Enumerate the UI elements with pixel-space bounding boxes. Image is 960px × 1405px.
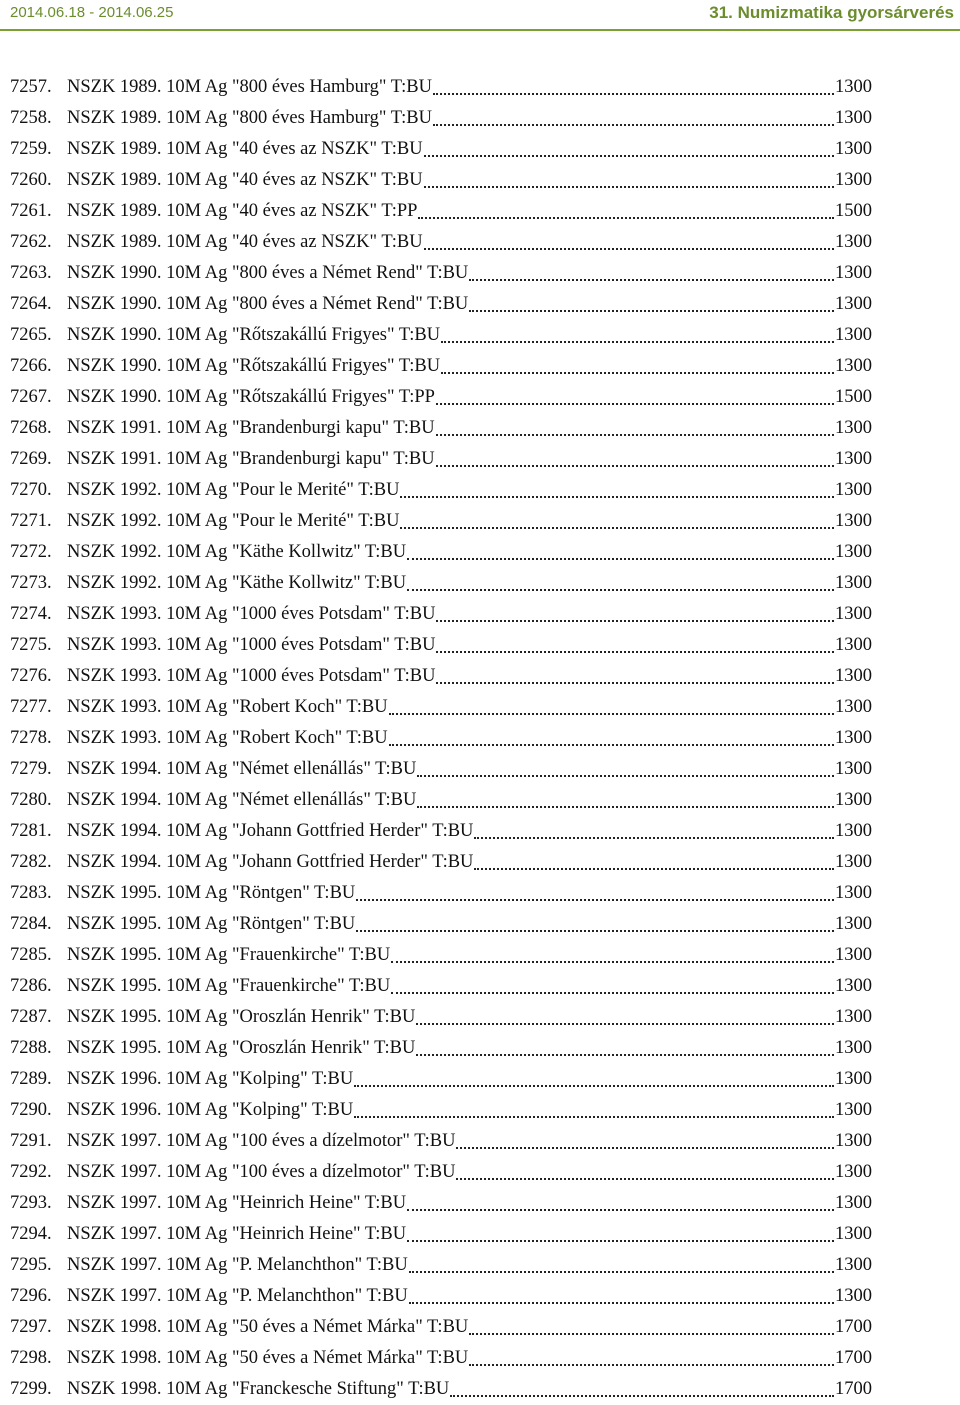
lot-description: NSZK 1994. 10M Ag "Johann Gottfried Herder" T:BU bbox=[67, 821, 474, 841]
lot-description: NSZK 1997. 10M Ag "Heinrich Heine" T:BU bbox=[67, 1224, 407, 1244]
lot-number: 7268. bbox=[10, 418, 52, 438]
lot-description: NSZK 1989. 10M Ag "40 éves az NSZK" T:BU bbox=[67, 170, 423, 190]
lot-number: 7287. bbox=[10, 1007, 52, 1027]
lot-starting-price: 1300 bbox=[835, 1224, 872, 1244]
lot-description: NSZK 1992. 10M Ag "Pour le Merité" T:BU bbox=[67, 480, 400, 500]
lot-starting-price: 1300 bbox=[835, 728, 872, 748]
lot-starting-price: 1300 bbox=[835, 139, 872, 159]
lot-starting-price: 1700 bbox=[835, 1317, 872, 1337]
dot-leader bbox=[400, 527, 834, 529]
lot-row bbox=[10, 537, 872, 568]
dot-leader bbox=[389, 713, 834, 715]
lot-starting-price: 1300 bbox=[835, 759, 872, 779]
dot-leader bbox=[409, 1271, 834, 1273]
lot-description: NSZK 1990. 10M Ag "800 éves a Német Rend" T:BU bbox=[67, 263, 469, 283]
dot-leader bbox=[356, 899, 834, 901]
lot-description: NSZK 1994. 10M Ag "Johann Gottfried Herder" T:BU bbox=[67, 852, 474, 872]
lot-starting-price: 1300 bbox=[835, 976, 872, 996]
lot-description: NSZK 1995. 10M Ag "Röntgen" T:BU bbox=[67, 883, 356, 903]
dot-leader bbox=[400, 496, 834, 498]
dot-leader bbox=[407, 558, 834, 560]
lot-description: NSZK 1997. 10M Ag "P. Melanchthon" T:BU bbox=[67, 1255, 408, 1275]
lot-description: NSZK 1994. 10M Ag "Német ellenállás" T:BU bbox=[67, 790, 417, 810]
lot-starting-price: 1300 bbox=[835, 883, 872, 903]
lot-starting-price: 1300 bbox=[835, 945, 872, 965]
lot-description: NSZK 1992. 10M Ag "Pour le Merité" T:BU bbox=[67, 511, 400, 531]
lot-list bbox=[10, 72, 872, 1405]
lot-starting-price: 1300 bbox=[835, 852, 872, 872]
lot-starting-price: 1300 bbox=[835, 573, 872, 593]
lot-number: 7293. bbox=[10, 1193, 52, 1213]
lot-starting-price: 1300 bbox=[835, 1100, 872, 1120]
lot-number: 7273. bbox=[10, 573, 52, 593]
dot-leader bbox=[436, 465, 834, 467]
lot-row bbox=[10, 289, 872, 320]
dot-leader bbox=[441, 372, 834, 374]
lot-number: 7270. bbox=[10, 480, 52, 500]
dot-leader bbox=[417, 775, 834, 777]
lot-description: NSZK 1993. 10M Ag "1000 éves Potsdam" T:BU bbox=[67, 666, 436, 686]
lot-row bbox=[10, 382, 872, 413]
lot-starting-price: 1300 bbox=[835, 170, 872, 190]
dot-leader bbox=[391, 961, 834, 963]
lot-row bbox=[10, 1312, 872, 1343]
lot-starting-price: 1300 bbox=[835, 325, 872, 345]
lot-description: NSZK 1991. 10M Ag "Brandenburgi kapu" T:BU bbox=[67, 418, 435, 438]
dot-leader bbox=[456, 1147, 834, 1149]
dot-leader bbox=[424, 248, 834, 250]
lot-description: NSZK 1990. 10M Ag "800 éves a Német Rend" T:BU bbox=[67, 294, 469, 314]
lot-number: 7289. bbox=[10, 1069, 52, 1089]
lot-description: NSZK 1997. 10M Ag "P. Melanchthon" T:BU bbox=[67, 1286, 408, 1306]
lot-row bbox=[10, 475, 872, 506]
lot-row bbox=[10, 723, 872, 754]
dot-leader bbox=[436, 403, 834, 405]
lot-number: 7261. bbox=[10, 201, 52, 221]
lot-row bbox=[10, 847, 872, 878]
lot-number: 7266. bbox=[10, 356, 52, 376]
lot-description: NSZK 1991. 10M Ag "Brandenburgi kapu" T:BU bbox=[67, 449, 435, 469]
lot-description: NSZK 1993. 10M Ag "Robert Koch" T:BU bbox=[67, 728, 388, 748]
dot-leader bbox=[474, 837, 834, 839]
dot-leader bbox=[354, 1085, 834, 1087]
dot-leader bbox=[407, 589, 834, 591]
dot-leader bbox=[436, 682, 834, 684]
lot-row bbox=[10, 72, 872, 103]
lot-row bbox=[10, 971, 872, 1002]
dot-leader bbox=[469, 279, 834, 281]
lot-number: 7260. bbox=[10, 170, 52, 190]
dot-leader bbox=[469, 310, 834, 312]
dot-leader bbox=[469, 1333, 834, 1335]
lot-row bbox=[10, 661, 872, 692]
dot-leader bbox=[417, 806, 834, 808]
lot-starting-price: 1300 bbox=[835, 1069, 872, 1089]
lot-number: 7263. bbox=[10, 263, 52, 283]
lot-description: NSZK 1994. 10M Ag "Német ellenállás" T:BU bbox=[67, 759, 417, 779]
lot-starting-price: 1300 bbox=[835, 232, 872, 252]
lot-row bbox=[10, 413, 872, 444]
lot-description: NSZK 1990. 10M Ag "Rőtszakállú Frigyes" T:BU bbox=[67, 356, 441, 376]
lot-starting-price: 1300 bbox=[835, 1162, 872, 1182]
lot-description: NSZK 1995. 10M Ag "Oroszlán Henrik" T:BU bbox=[67, 1038, 416, 1058]
lot-description: NSZK 1996. 10M Ag "Kolping" T:BU bbox=[67, 1069, 354, 1089]
lot-description: NSZK 1998. 10M Ag "50 éves a Német Márka" T:BU bbox=[67, 1317, 469, 1337]
lot-starting-price: 1300 bbox=[835, 1038, 872, 1058]
dot-leader bbox=[416, 1054, 834, 1056]
lot-row bbox=[10, 1157, 872, 1188]
lot-description: NSZK 1992. 10M Ag "Käthe Kollwitz" T:BU bbox=[67, 542, 407, 562]
lot-number: 7280. bbox=[10, 790, 52, 810]
lot-description: NSZK 1993. 10M Ag "Robert Koch" T:BU bbox=[67, 697, 388, 717]
dot-leader bbox=[450, 1395, 834, 1397]
lot-row bbox=[10, 1126, 872, 1157]
dot-leader bbox=[456, 1178, 834, 1180]
lot-starting-price: 1300 bbox=[835, 666, 872, 686]
lot-number: 7269. bbox=[10, 449, 52, 469]
lot-description: NSZK 1989. 10M Ag "800 éves Hamburg" T:BU bbox=[67, 108, 432, 128]
lot-row bbox=[10, 878, 872, 909]
lot-number: 7272. bbox=[10, 542, 52, 562]
dot-leader bbox=[424, 186, 834, 188]
dot-leader bbox=[389, 744, 834, 746]
dot-leader bbox=[407, 1240, 834, 1242]
header-divider bbox=[0, 29, 960, 31]
lot-number: 7281. bbox=[10, 821, 52, 841]
dot-leader bbox=[354, 1116, 834, 1118]
lot-description: NSZK 1990. 10M Ag "Rőtszakállú Frigyes" T:PP bbox=[67, 387, 435, 407]
lot-number: 7299. bbox=[10, 1379, 52, 1399]
lot-description: NSZK 1998. 10M Ag "Franckesche Stiftung" T:BU bbox=[67, 1379, 450, 1399]
dot-leader bbox=[433, 93, 834, 95]
lot-row bbox=[10, 227, 872, 258]
dot-leader bbox=[469, 1364, 834, 1366]
lot-starting-price: 1300 bbox=[835, 356, 872, 376]
lot-number: 7298. bbox=[10, 1348, 52, 1368]
lot-row bbox=[10, 1281, 872, 1312]
lot-number: 7267. bbox=[10, 387, 52, 407]
lot-starting-price: 1300 bbox=[835, 914, 872, 934]
lot-number: 7294. bbox=[10, 1224, 52, 1244]
lot-number: 7258. bbox=[10, 108, 52, 128]
lot-description: NSZK 1997. 10M Ag "100 éves a dízelmotor" T:BU bbox=[67, 1131, 456, 1151]
lot-starting-price: 1300 bbox=[835, 511, 872, 531]
lot-number: 7295. bbox=[10, 1255, 52, 1275]
lot-number: 7277. bbox=[10, 697, 52, 717]
lot-starting-price: 1700 bbox=[835, 1379, 872, 1399]
lot-starting-price: 1700 bbox=[835, 1348, 872, 1368]
lot-row bbox=[10, 754, 872, 785]
lot-starting-price: 1300 bbox=[835, 821, 872, 841]
lot-number: 7282. bbox=[10, 852, 52, 872]
lot-starting-price: 1300 bbox=[835, 635, 872, 655]
lot-description: NSZK 1998. 10M Ag "50 éves a Német Márka" T:BU bbox=[67, 1348, 469, 1368]
lot-description: NSZK 1990. 10M Ag "Rőtszakállú Frigyes" T:BU bbox=[67, 325, 441, 345]
lot-row bbox=[10, 909, 872, 940]
lot-row bbox=[10, 1343, 872, 1374]
lot-description: NSZK 1997. 10M Ag "Heinrich Heine" T:BU bbox=[67, 1193, 407, 1213]
lot-number: 7288. bbox=[10, 1038, 52, 1058]
lot-row bbox=[10, 1188, 872, 1219]
dot-leader bbox=[409, 1302, 834, 1304]
lot-row bbox=[10, 1033, 872, 1064]
lot-starting-price: 1300 bbox=[835, 418, 872, 438]
lot-starting-price: 1300 bbox=[835, 263, 872, 283]
lot-starting-price: 1500 bbox=[835, 387, 872, 407]
lot-starting-price: 1300 bbox=[835, 108, 872, 128]
lot-starting-price: 1300 bbox=[835, 604, 872, 624]
page-header bbox=[0, 0, 960, 30]
lot-number: 7297. bbox=[10, 1317, 52, 1337]
lot-row bbox=[10, 1002, 872, 1033]
dot-leader bbox=[356, 930, 834, 932]
dot-leader bbox=[436, 434, 834, 436]
lot-row bbox=[10, 1064, 872, 1095]
lot-starting-price: 1300 bbox=[835, 449, 872, 469]
lot-starting-price: 1300 bbox=[835, 1131, 872, 1151]
lot-starting-price: 1300 bbox=[835, 480, 872, 500]
lot-row bbox=[10, 1095, 872, 1126]
lot-starting-price: 1300 bbox=[835, 790, 872, 810]
lot-number: 7259. bbox=[10, 139, 52, 159]
lot-description: NSZK 1989. 10M Ag "40 éves az NSZK" T:BU bbox=[67, 232, 423, 252]
lot-number: 7292. bbox=[10, 1162, 52, 1182]
lot-number: 7284. bbox=[10, 914, 52, 934]
lot-row bbox=[10, 816, 872, 847]
lot-description: NSZK 1995. 10M Ag "Frauenkirche" T:BU bbox=[67, 945, 391, 965]
lot-row bbox=[10, 444, 872, 475]
lot-description: NSZK 1989. 10M Ag "40 éves az NSZK" T:PP bbox=[67, 201, 418, 221]
lot-description: NSZK 1993. 10M Ag "1000 éves Potsdam" T:BU bbox=[67, 635, 436, 655]
lot-starting-price: 1300 bbox=[835, 697, 872, 717]
dot-leader bbox=[433, 124, 834, 126]
lot-row bbox=[10, 785, 872, 816]
lot-description: NSZK 1997. 10M Ag "100 éves a dízelmotor" T:BU bbox=[67, 1162, 456, 1182]
lot-number: 7264. bbox=[10, 294, 52, 314]
lot-row bbox=[10, 568, 872, 599]
lot-number: 7285. bbox=[10, 945, 52, 965]
lot-row bbox=[10, 1374, 872, 1405]
lot-number: 7271. bbox=[10, 511, 52, 531]
lot-number: 7290. bbox=[10, 1100, 52, 1120]
lot-row bbox=[10, 103, 872, 134]
lot-starting-price: 1300 bbox=[835, 1255, 872, 1275]
dot-leader bbox=[424, 155, 834, 157]
lot-number: 7276. bbox=[10, 666, 52, 686]
lot-number: 7262. bbox=[10, 232, 52, 252]
lot-description: NSZK 1992. 10M Ag "Käthe Kollwitz" T:BU bbox=[67, 573, 407, 593]
dot-leader bbox=[436, 620, 834, 622]
lot-row bbox=[10, 258, 872, 289]
lot-row bbox=[10, 599, 872, 630]
lot-starting-price: 1300 bbox=[835, 77, 872, 97]
lot-row bbox=[10, 630, 872, 661]
auction-date-range: 2014.06.18 - 2014.06.25 bbox=[10, 4, 174, 21]
lot-description: NSZK 1989. 10M Ag "40 éves az NSZK" T:BU bbox=[67, 139, 423, 159]
dot-leader bbox=[441, 341, 834, 343]
lot-number: 7286. bbox=[10, 976, 52, 996]
dot-leader bbox=[391, 992, 834, 994]
lot-description: NSZK 1989. 10M Ag "800 éves Hamburg" T:BU bbox=[67, 77, 432, 97]
dot-leader bbox=[418, 217, 834, 219]
lot-description: NSZK 1996. 10M Ag "Kolping" T:BU bbox=[67, 1100, 354, 1120]
lot-description: NSZK 1995. 10M Ag "Frauenkirche" T:BU bbox=[67, 976, 391, 996]
lot-number: 7296. bbox=[10, 1286, 52, 1306]
lot-number: 7291. bbox=[10, 1131, 52, 1151]
lot-row bbox=[10, 1250, 872, 1281]
lot-row bbox=[10, 940, 872, 971]
lot-description: NSZK 1993. 10M Ag "1000 éves Potsdam" T:BU bbox=[67, 604, 436, 624]
lot-number: 7279. bbox=[10, 759, 52, 779]
lot-starting-price: 1300 bbox=[835, 294, 872, 314]
lot-row bbox=[10, 692, 872, 723]
lot-starting-price: 1300 bbox=[835, 1193, 872, 1213]
lot-row bbox=[10, 134, 872, 165]
lot-number: 7278. bbox=[10, 728, 52, 748]
lot-starting-price: 1500 bbox=[835, 201, 872, 221]
lot-row bbox=[10, 196, 872, 227]
lot-row bbox=[10, 165, 872, 196]
lot-number: 7265. bbox=[10, 325, 52, 345]
lot-number: 7283. bbox=[10, 883, 52, 903]
lot-number: 7275. bbox=[10, 635, 52, 655]
lot-number: 7274. bbox=[10, 604, 52, 624]
lot-row bbox=[10, 320, 872, 351]
auction-title: 31. Numizmatika gyorsárverés bbox=[709, 3, 954, 22]
lot-row bbox=[10, 506, 872, 537]
lot-starting-price: 1300 bbox=[835, 1286, 872, 1306]
lot-row bbox=[10, 1219, 872, 1250]
dot-leader bbox=[474, 868, 834, 870]
lot-row bbox=[10, 351, 872, 382]
lot-starting-price: 1300 bbox=[835, 542, 872, 562]
lot-number: 7257. bbox=[10, 77, 52, 97]
dot-leader bbox=[416, 1023, 834, 1025]
dot-leader bbox=[407, 1209, 834, 1211]
lot-description: NSZK 1995. 10M Ag "Oroszlán Henrik" T:BU bbox=[67, 1007, 416, 1027]
lot-description: NSZK 1995. 10M Ag "Röntgen" T:BU bbox=[67, 914, 356, 934]
dot-leader bbox=[436, 651, 834, 653]
lot-starting-price: 1300 bbox=[835, 1007, 872, 1027]
